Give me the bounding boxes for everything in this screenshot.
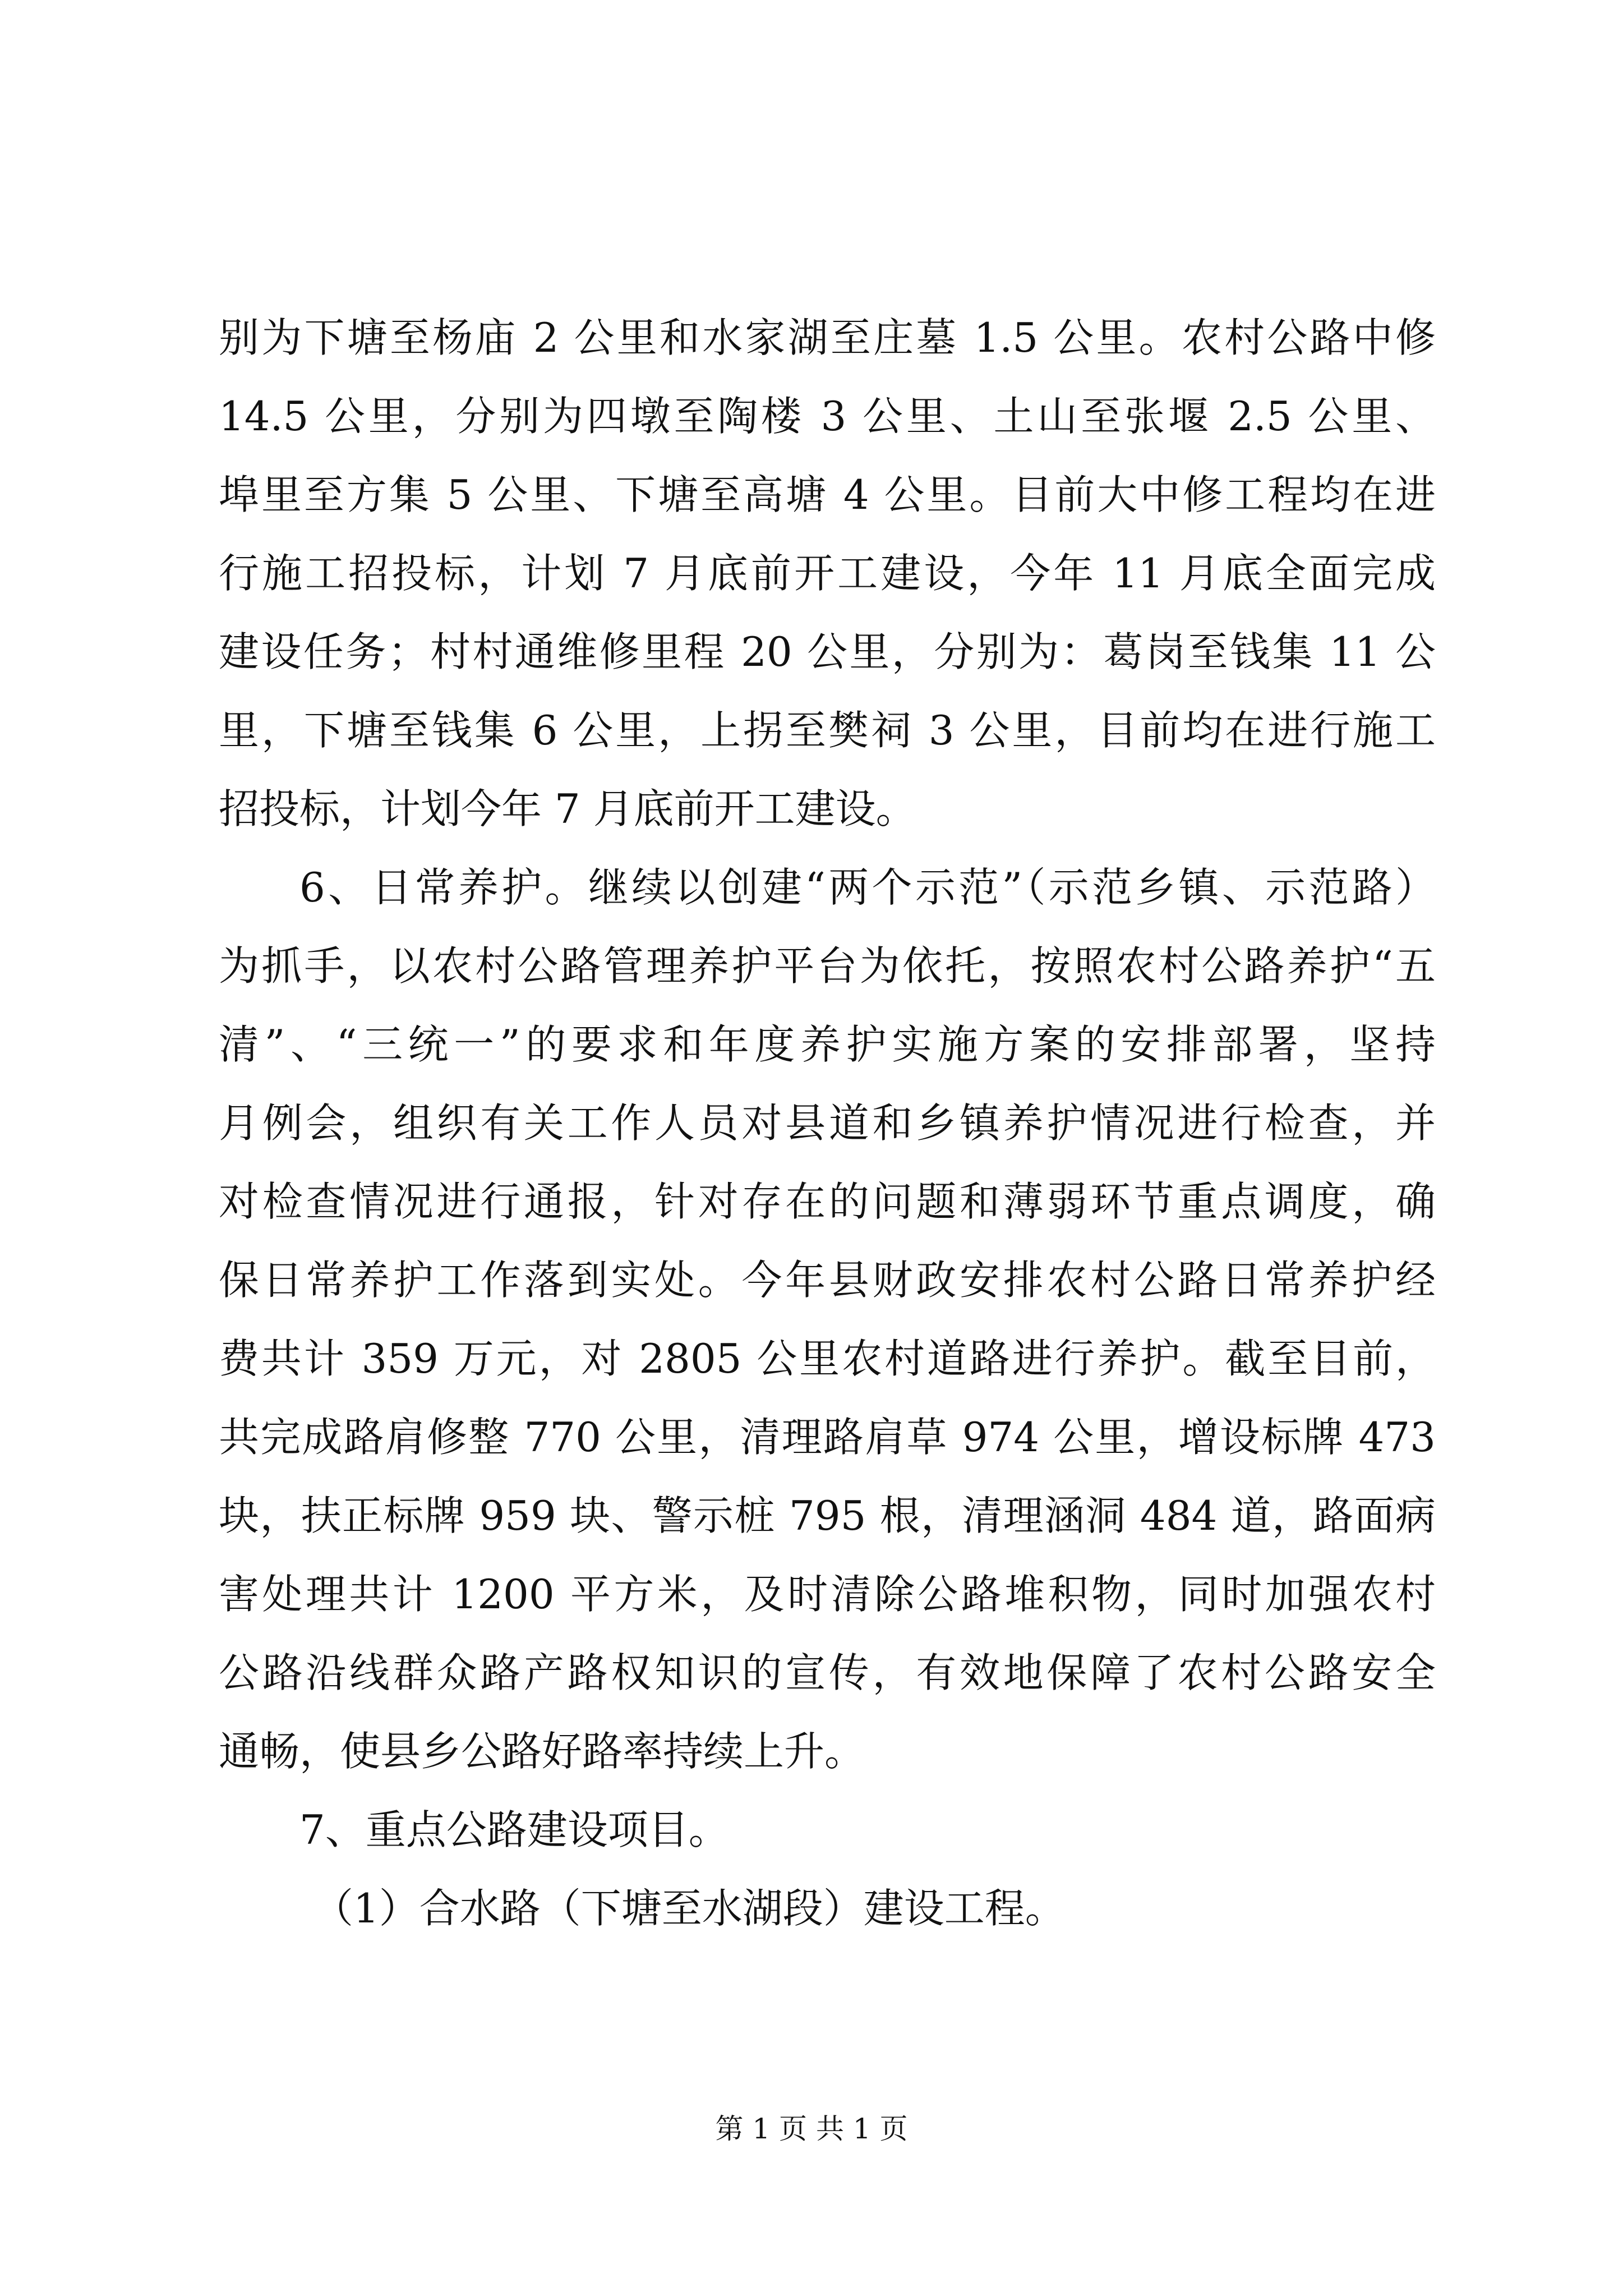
- text-line: 别为下塘至杨庙 2 公里和水家湖至庄墓 1.5 公里。农村公路中修: [219, 314, 1436, 361]
- document-body: [219, 298, 1436, 1948]
- text-line: 共完成路肩修整 770 公里，清理路肩草 974 公里，增设标牌 473: [219, 1414, 1436, 1461]
- paragraph-p2: [219, 848, 1436, 1791]
- text-line: 清”、“三统一”的要求和年度养护实施方案的安排部署，坚持: [219, 1021, 1436, 1068]
- text-line: 对检查情况进行通报，针对存在的问题和薄弱环节重点调度，确: [219, 1178, 1436, 1225]
- text-line: 行施工招投标，计划 7 月底前开工建设，今年 11 月底全面完成: [219, 550, 1436, 597]
- text-line: 6、日常养护。继续以创建“两个示范”（示范乡镇、示范路）: [299, 864, 1436, 911]
- page-footer: 第 1 页 共 1 页: [715, 2113, 908, 2145]
- text-line: 月例会，组织有关工作人员对县道和乡镇养护情况进行检查，并: [219, 1099, 1436, 1147]
- text-line: 块，扶正标牌 959 块、警示桩 795 根，清理涵洞 484 道，路面病: [219, 1492, 1436, 1539]
- section-heading: 7、重点公路建设项目。: [299, 1806, 729, 1853]
- text-line: 埠里至方集 5 公里、下塘至高塘 4 公里。目前大中修工程均在进: [219, 471, 1436, 518]
- paragraph-p1: [219, 298, 1436, 848]
- text-line: 里，下塘至钱集 6 公里，上拐至樊祠 3 公里，目前均在进行施工: [219, 707, 1436, 754]
- text-line: 害处理共计 1200 平方米，及时清除公路堆积物，同时加强农村: [219, 1571, 1436, 1618]
- text-line: 保日常养护工作落到实处。今年县财政安排农村公路日常养护经: [219, 1257, 1436, 1304]
- text-line: 为抓手，以农村公路管理养护平台为依托，按照农村公路养护“五: [219, 942, 1436, 990]
- text-line: 通畅，使县乡公路好路率持续上升。: [219, 1728, 865, 1775]
- text-line: 14.5 公里，分别为四墩至陶楼 3 公里、土山至张堰 2.5 公里、: [219, 393, 1436, 440]
- paragraph-p4: [219, 1869, 1436, 1948]
- text-line: 招投标，计划今年 7 月底前开工建设。: [219, 785, 916, 832]
- text-line: 费共计 359 万元，对 2805 公里农村道路进行养护。截至目前，: [219, 1335, 1436, 1382]
- text-line: 建设任务；村村通维修里程 20 公里，分别为：葛岗至钱集 11 公: [219, 628, 1436, 675]
- text-line: 公路沿线群众路产路权知识的宣传，有效地保障了农村公路安全: [219, 1649, 1436, 1696]
- subsection-heading: （1）合水路（下塘至水湖段）建设工程。: [313, 1885, 1066, 1932]
- paragraph-p3: [219, 1791, 1436, 1869]
